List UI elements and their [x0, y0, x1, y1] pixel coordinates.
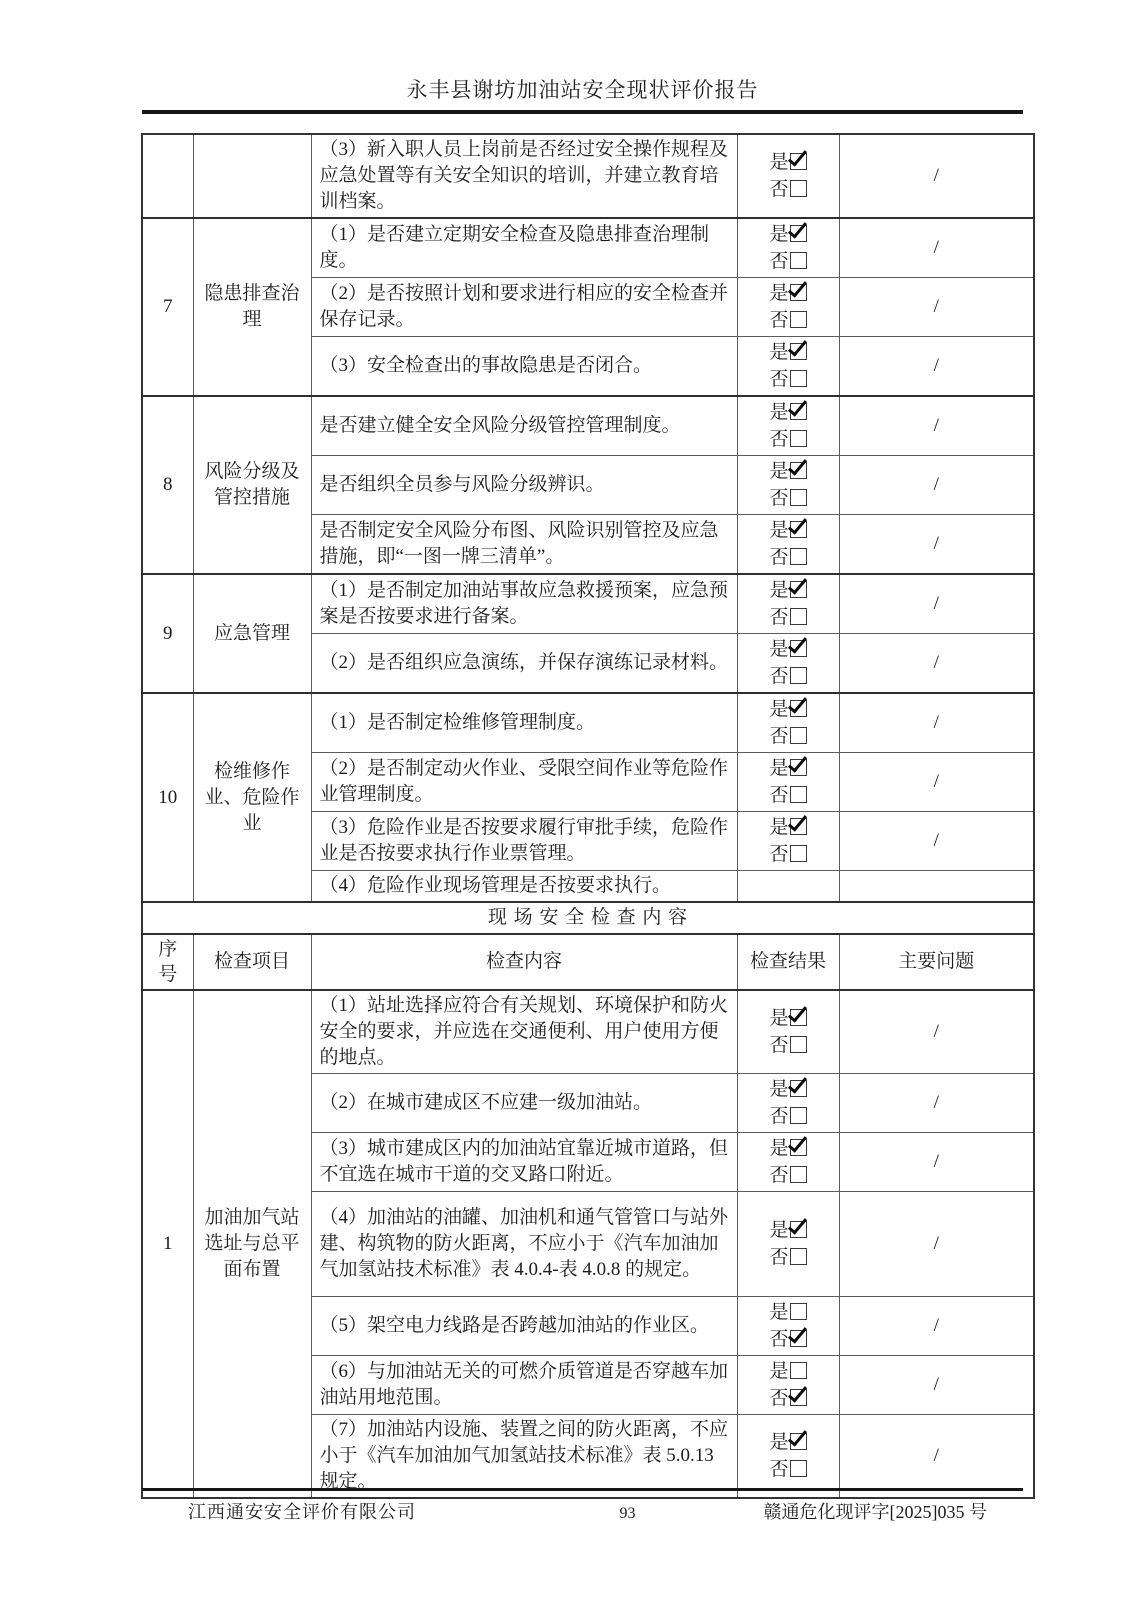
no-label: 否	[769, 369, 789, 390]
no-checkbox	[769, 663, 806, 690]
yes-label: 是	[769, 1079, 789, 1100]
no-label: 否	[769, 666, 789, 687]
item-cell: 隐患排查治理	[193, 218, 311, 396]
col-header-item: 检查项目	[193, 934, 311, 990]
checkbox-box-icon	[790, 1036, 807, 1053]
content-cell: （1）是否制定检维修管理制度。	[311, 693, 737, 753]
result-cell	[737, 1192, 839, 1297]
seq-cell: 9	[142, 574, 193, 693]
yes-label: 是	[769, 1361, 789, 1382]
content-cell: （1）是否建立定期安全检查及隐患排查治理制度。	[311, 218, 737, 278]
yes-checkbox	[769, 696, 806, 723]
checkbox-box-icon	[790, 640, 807, 657]
section-title-row	[142, 902, 1034, 934]
no-checkbox	[769, 248, 806, 275]
checkbox-group	[769, 1358, 806, 1412]
result-cell	[737, 753, 839, 812]
no-label: 否	[769, 844, 789, 865]
checkbox-box-icon	[790, 700, 807, 717]
header-rule	[142, 110, 1023, 114]
problem-cell: /	[839, 337, 1034, 397]
yes-label: 是	[769, 152, 789, 173]
content-cell: （1）站址选择应符合有关规划、环境保护和防火安全的要求，并应选在交通便利、用户使用方便的地点。	[311, 990, 737, 1074]
checkbox-box-icon	[790, 1166, 807, 1183]
yes-label: 是	[769, 1008, 789, 1029]
checkbox-box-icon	[790, 1248, 807, 1265]
result-cell	[737, 1074, 839, 1133]
yes-checkbox	[769, 1429, 806, 1456]
page-title: 永丰县谢坊加油站安全现状评价报告	[406, 78, 759, 102]
yes-label: 是	[769, 224, 789, 245]
yes-checkbox	[769, 1217, 806, 1244]
content-cell: 是否制定安全风险分布图、风险识别管控及应急措施，即“一图一牌三清单”。	[311, 515, 737, 575]
col-header-content: 检查内容	[311, 934, 737, 990]
checkbox-group	[769, 814, 806, 868]
no-checkbox	[769, 1385, 806, 1412]
checkbox-box-icon	[790, 1460, 807, 1477]
result-cell	[737, 1415, 839, 1499]
checkbox-box-icon	[790, 548, 807, 565]
content-cell: （2）在城市建成区不应建一级加油站。	[311, 1074, 737, 1133]
checkbox-group	[769, 221, 806, 275]
checkbox-box-icon	[790, 581, 807, 598]
checkbox-box-icon	[790, 727, 807, 744]
content-cell: （3）城市建成区内的加油站宜靠近城市道路，但不宜选在城市干道的交叉路口附近。	[311, 1133, 737, 1192]
problem-cell: /	[839, 812, 1034, 871]
problem-cell: /	[839, 134, 1034, 218]
yes-label: 是	[769, 1138, 789, 1159]
checkbox-box-icon	[790, 759, 807, 776]
column-header-row	[142, 934, 1034, 990]
checkbox-group	[769, 1429, 806, 1483]
no-checkbox	[769, 307, 806, 334]
table-row	[142, 574, 1034, 634]
yes-checkbox	[769, 814, 806, 841]
no-checkbox	[769, 366, 806, 393]
checkbox-group	[769, 1217, 806, 1271]
checkbox-box-icon	[790, 608, 807, 625]
page-footer	[142, 1488, 1023, 1524]
checkbox-box-icon	[790, 1303, 807, 1320]
table-row	[142, 134, 1034, 218]
footer-company: 江西通安安全评价有限公司	[188, 1502, 416, 1522]
no-label: 否	[769, 429, 789, 450]
no-checkbox	[769, 544, 806, 571]
no-checkbox	[769, 1244, 806, 1271]
table-row	[142, 990, 1034, 1074]
checkbox-box-icon	[790, 403, 807, 420]
result-cell	[737, 990, 839, 1074]
col-header-result: 检查结果	[737, 934, 839, 990]
yes-label: 是	[769, 283, 789, 304]
no-checkbox	[769, 841, 806, 868]
problem-cell: /	[839, 396, 1034, 456]
col-header-seq	[142, 934, 193, 990]
yes-label: 是	[769, 1220, 789, 1241]
result-cell	[737, 812, 839, 871]
content-cell: （2）是否制定动火作业、受限空间作业等危险作业管理制度。	[311, 753, 737, 812]
safety-check-table	[141, 133, 1035, 1499]
no-label: 否	[769, 1329, 789, 1350]
yes-checkbox	[769, 517, 806, 544]
problem-cell: /	[839, 1133, 1034, 1192]
no-checkbox	[769, 1162, 806, 1189]
problem-cell: /	[839, 1415, 1034, 1499]
content-cell: （5）架空电力线路是否跨越加油站的作业区。	[311, 1297, 737, 1356]
checkbox-group	[769, 1135, 806, 1189]
yes-label: 是	[769, 639, 789, 660]
item-cell: 加油加气站选址与总平面布置	[193, 990, 311, 1498]
seq-cell: 10	[142, 693, 193, 902]
yes-checkbox	[769, 636, 806, 663]
table-row	[142, 693, 1034, 753]
problem-cell: /	[839, 634, 1034, 694]
no-label: 否	[769, 547, 789, 568]
seq-cell: 8	[142, 396, 193, 574]
checkbox-group	[769, 1299, 806, 1353]
result-cell	[737, 1297, 839, 1356]
yes-label: 是	[769, 342, 789, 363]
result-cell	[737, 574, 839, 634]
problem-cell: /	[839, 1356, 1034, 1415]
content-cell: （3）新入职人员上岗前是否经过安全操作规程及应急处置等有关安全知识的培训，并建立教育培训档案。	[311, 134, 737, 218]
no-checkbox	[769, 485, 806, 512]
checkbox-box-icon	[790, 1139, 807, 1156]
yes-checkbox	[769, 458, 806, 485]
yes-checkbox	[769, 755, 806, 782]
problem-cell: /	[839, 515, 1034, 575]
checkbox-group	[769, 755, 806, 809]
yes-label: 是	[769, 461, 789, 482]
checkbox-box-icon	[790, 521, 807, 538]
checkbox-box-icon	[790, 845, 807, 862]
result-cell	[737, 693, 839, 753]
checkbox-group	[769, 636, 806, 690]
checkbox-box-icon	[790, 1080, 807, 1097]
no-checkbox	[769, 782, 806, 809]
content-cell: （4）加油站的油罐、加油机和通气管管口与站外建、构筑物的防火距离，不应小于《汽车加油加气加氢站技术标准》表 4.0.4-表 4.0.8 的规定。	[311, 1192, 737, 1297]
problem-cell: /	[839, 753, 1034, 812]
no-label: 否	[769, 1247, 789, 1268]
result-cell	[737, 218, 839, 278]
checkbox-box-icon	[790, 818, 807, 835]
result-cell	[737, 1133, 839, 1192]
checkbox-group	[769, 1005, 806, 1059]
yes-checkbox	[769, 221, 806, 248]
yes-checkbox	[769, 1135, 806, 1162]
section-title: 现 场 安 全 检 查 内 容	[142, 902, 1034, 934]
yes-checkbox	[769, 149, 806, 176]
content-cell: 是否建立健全安全风险分级管控管理制度。	[311, 396, 737, 456]
checkbox-box-icon	[790, 1330, 807, 1347]
item-cell: 检维修作业、危险作业	[193, 693, 311, 902]
result-cell	[737, 337, 839, 397]
result-cell	[737, 396, 839, 456]
checkbox-group	[769, 577, 806, 631]
checkbox-box-icon	[790, 225, 807, 242]
content-cell: （1）是否制定加油站事故应急救援预案，应急预案是否按要求进行备案。	[311, 574, 737, 634]
result-cell	[737, 456, 839, 515]
no-label: 否	[769, 310, 789, 331]
yes-label: 是	[769, 402, 789, 423]
problem-cell: /	[839, 456, 1034, 515]
no-label: 否	[769, 251, 789, 272]
checkbox-box-icon	[790, 1433, 807, 1450]
content-cell: （2）是否按照计划和要求进行相应的安全检查并保存记录。	[311, 278, 737, 337]
checkbox-group	[769, 149, 806, 203]
yes-label: 是	[769, 520, 789, 541]
checkbox-group	[769, 696, 806, 750]
no-label: 否	[769, 726, 789, 747]
checkbox-box-icon	[790, 180, 807, 197]
problem-cell: /	[839, 1192, 1034, 1297]
checkbox-box-icon	[790, 311, 807, 328]
footer-page-number: 93	[619, 1505, 636, 1522]
yes-checkbox	[769, 399, 806, 426]
no-label: 否	[769, 1106, 789, 1127]
checkbox-box-icon	[790, 667, 807, 684]
checkbox-box-icon	[790, 786, 807, 803]
checkbox-box-icon	[790, 430, 807, 447]
yes-checkbox	[769, 577, 806, 604]
no-label: 否	[769, 607, 789, 628]
no-checkbox	[769, 1032, 806, 1059]
yes-checkbox	[769, 339, 806, 366]
result-cell	[737, 1356, 839, 1415]
checkbox-box-icon	[790, 370, 807, 387]
result-cell	[737, 278, 839, 337]
seq-cell: 7	[142, 218, 193, 396]
no-checkbox	[769, 604, 806, 631]
no-label: 否	[769, 1459, 789, 1480]
checkbox-box-icon	[790, 284, 807, 301]
content-cell: （3）危险作业是否按要求履行审批手续，危险作业是否按要求执行作业票管理。	[311, 812, 737, 871]
seq-cell	[142, 134, 193, 218]
page-header	[142, 74, 1023, 104]
checkbox-group	[769, 339, 806, 393]
problem-cell	[839, 871, 1034, 903]
table-row	[142, 396, 1034, 456]
result-cell	[737, 634, 839, 694]
seq-cell: 1	[142, 990, 193, 1498]
problem-cell: /	[839, 278, 1034, 337]
content-cell: （3）安全检查出的事故隐患是否闭合。	[311, 337, 737, 397]
no-label: 否	[769, 179, 789, 200]
yes-checkbox	[769, 280, 806, 307]
checkbox-group	[769, 399, 806, 453]
col-header-problem: 主要问题	[839, 934, 1034, 990]
checkbox-box-icon	[790, 1107, 807, 1124]
yes-checkbox	[769, 1299, 806, 1326]
checkbox-box-icon	[790, 1009, 807, 1026]
yes-checkbox	[769, 1076, 806, 1103]
no-label: 否	[769, 1165, 789, 1186]
no-label: 否	[769, 1035, 789, 1056]
no-label: 否	[769, 488, 789, 509]
footer-doc-number: 赣通危化现评字[2025]035 号	[763, 1502, 987, 1522]
item-cell	[193, 134, 311, 218]
no-checkbox	[769, 176, 806, 203]
no-checkbox	[769, 1326, 806, 1353]
checkbox-box-icon	[790, 462, 807, 479]
checkbox-group	[769, 458, 806, 512]
checkbox-box-icon	[790, 343, 807, 360]
problem-cell: /	[839, 990, 1034, 1074]
problem-cell: /	[839, 693, 1034, 753]
result-cell	[737, 134, 839, 218]
result-cell	[737, 871, 839, 903]
no-checkbox	[769, 1456, 806, 1483]
no-checkbox	[769, 426, 806, 453]
item-cell: 应急管理	[193, 574, 311, 693]
no-checkbox	[769, 1103, 806, 1130]
checkbox-box-icon	[790, 1389, 807, 1406]
problem-cell: /	[839, 574, 1034, 634]
content-cell: （7）加油站内设施、装置之间的防火距离，不应小于《汽车加油加气加氢站技术标准》表 5.0.13 规定。	[311, 1415, 737, 1499]
yes-label: 是	[769, 1302, 789, 1323]
content-cell: （4）危险作业现场管理是否按要求执行。	[311, 871, 737, 903]
col-header-seq-label: 序号	[158, 939, 178, 985]
problem-cell: /	[839, 218, 1034, 278]
content-cell: （6）与加油站无关的可燃介质管道是否穿越车加油站用地范围。	[311, 1356, 737, 1415]
item-cell: 风险分级及管控措施	[193, 396, 311, 574]
no-label: 否	[769, 785, 789, 806]
checkbox-box-icon	[790, 1221, 807, 1238]
checkbox-group	[769, 1076, 806, 1130]
content-cell: （2）是否组织应急演练，并保存演练记录材料。	[311, 634, 737, 694]
yes-label: 是	[769, 699, 789, 720]
no-label: 否	[769, 1388, 789, 1409]
checkbox-box-icon	[790, 489, 807, 506]
table-row	[142, 218, 1034, 278]
checkbox-box-icon	[790, 252, 807, 269]
problem-cell: /	[839, 1074, 1034, 1133]
result-cell	[737, 515, 839, 575]
yes-label: 是	[769, 580, 789, 601]
problem-cell: /	[839, 1297, 1034, 1356]
content-cell: 是否组织全员参与风险分级辨识。	[311, 456, 737, 515]
no-checkbox	[769, 723, 806, 750]
checkbox-group	[769, 280, 806, 334]
yes-label: 是	[769, 1432, 789, 1453]
yes-label: 是	[769, 758, 789, 779]
yes-checkbox	[769, 1358, 806, 1385]
yes-label: 是	[769, 817, 789, 838]
checkbox-box-icon	[790, 153, 807, 170]
yes-checkbox	[769, 1005, 806, 1032]
checkbox-group	[769, 517, 806, 571]
checkbox-box-icon	[790, 1362, 807, 1379]
